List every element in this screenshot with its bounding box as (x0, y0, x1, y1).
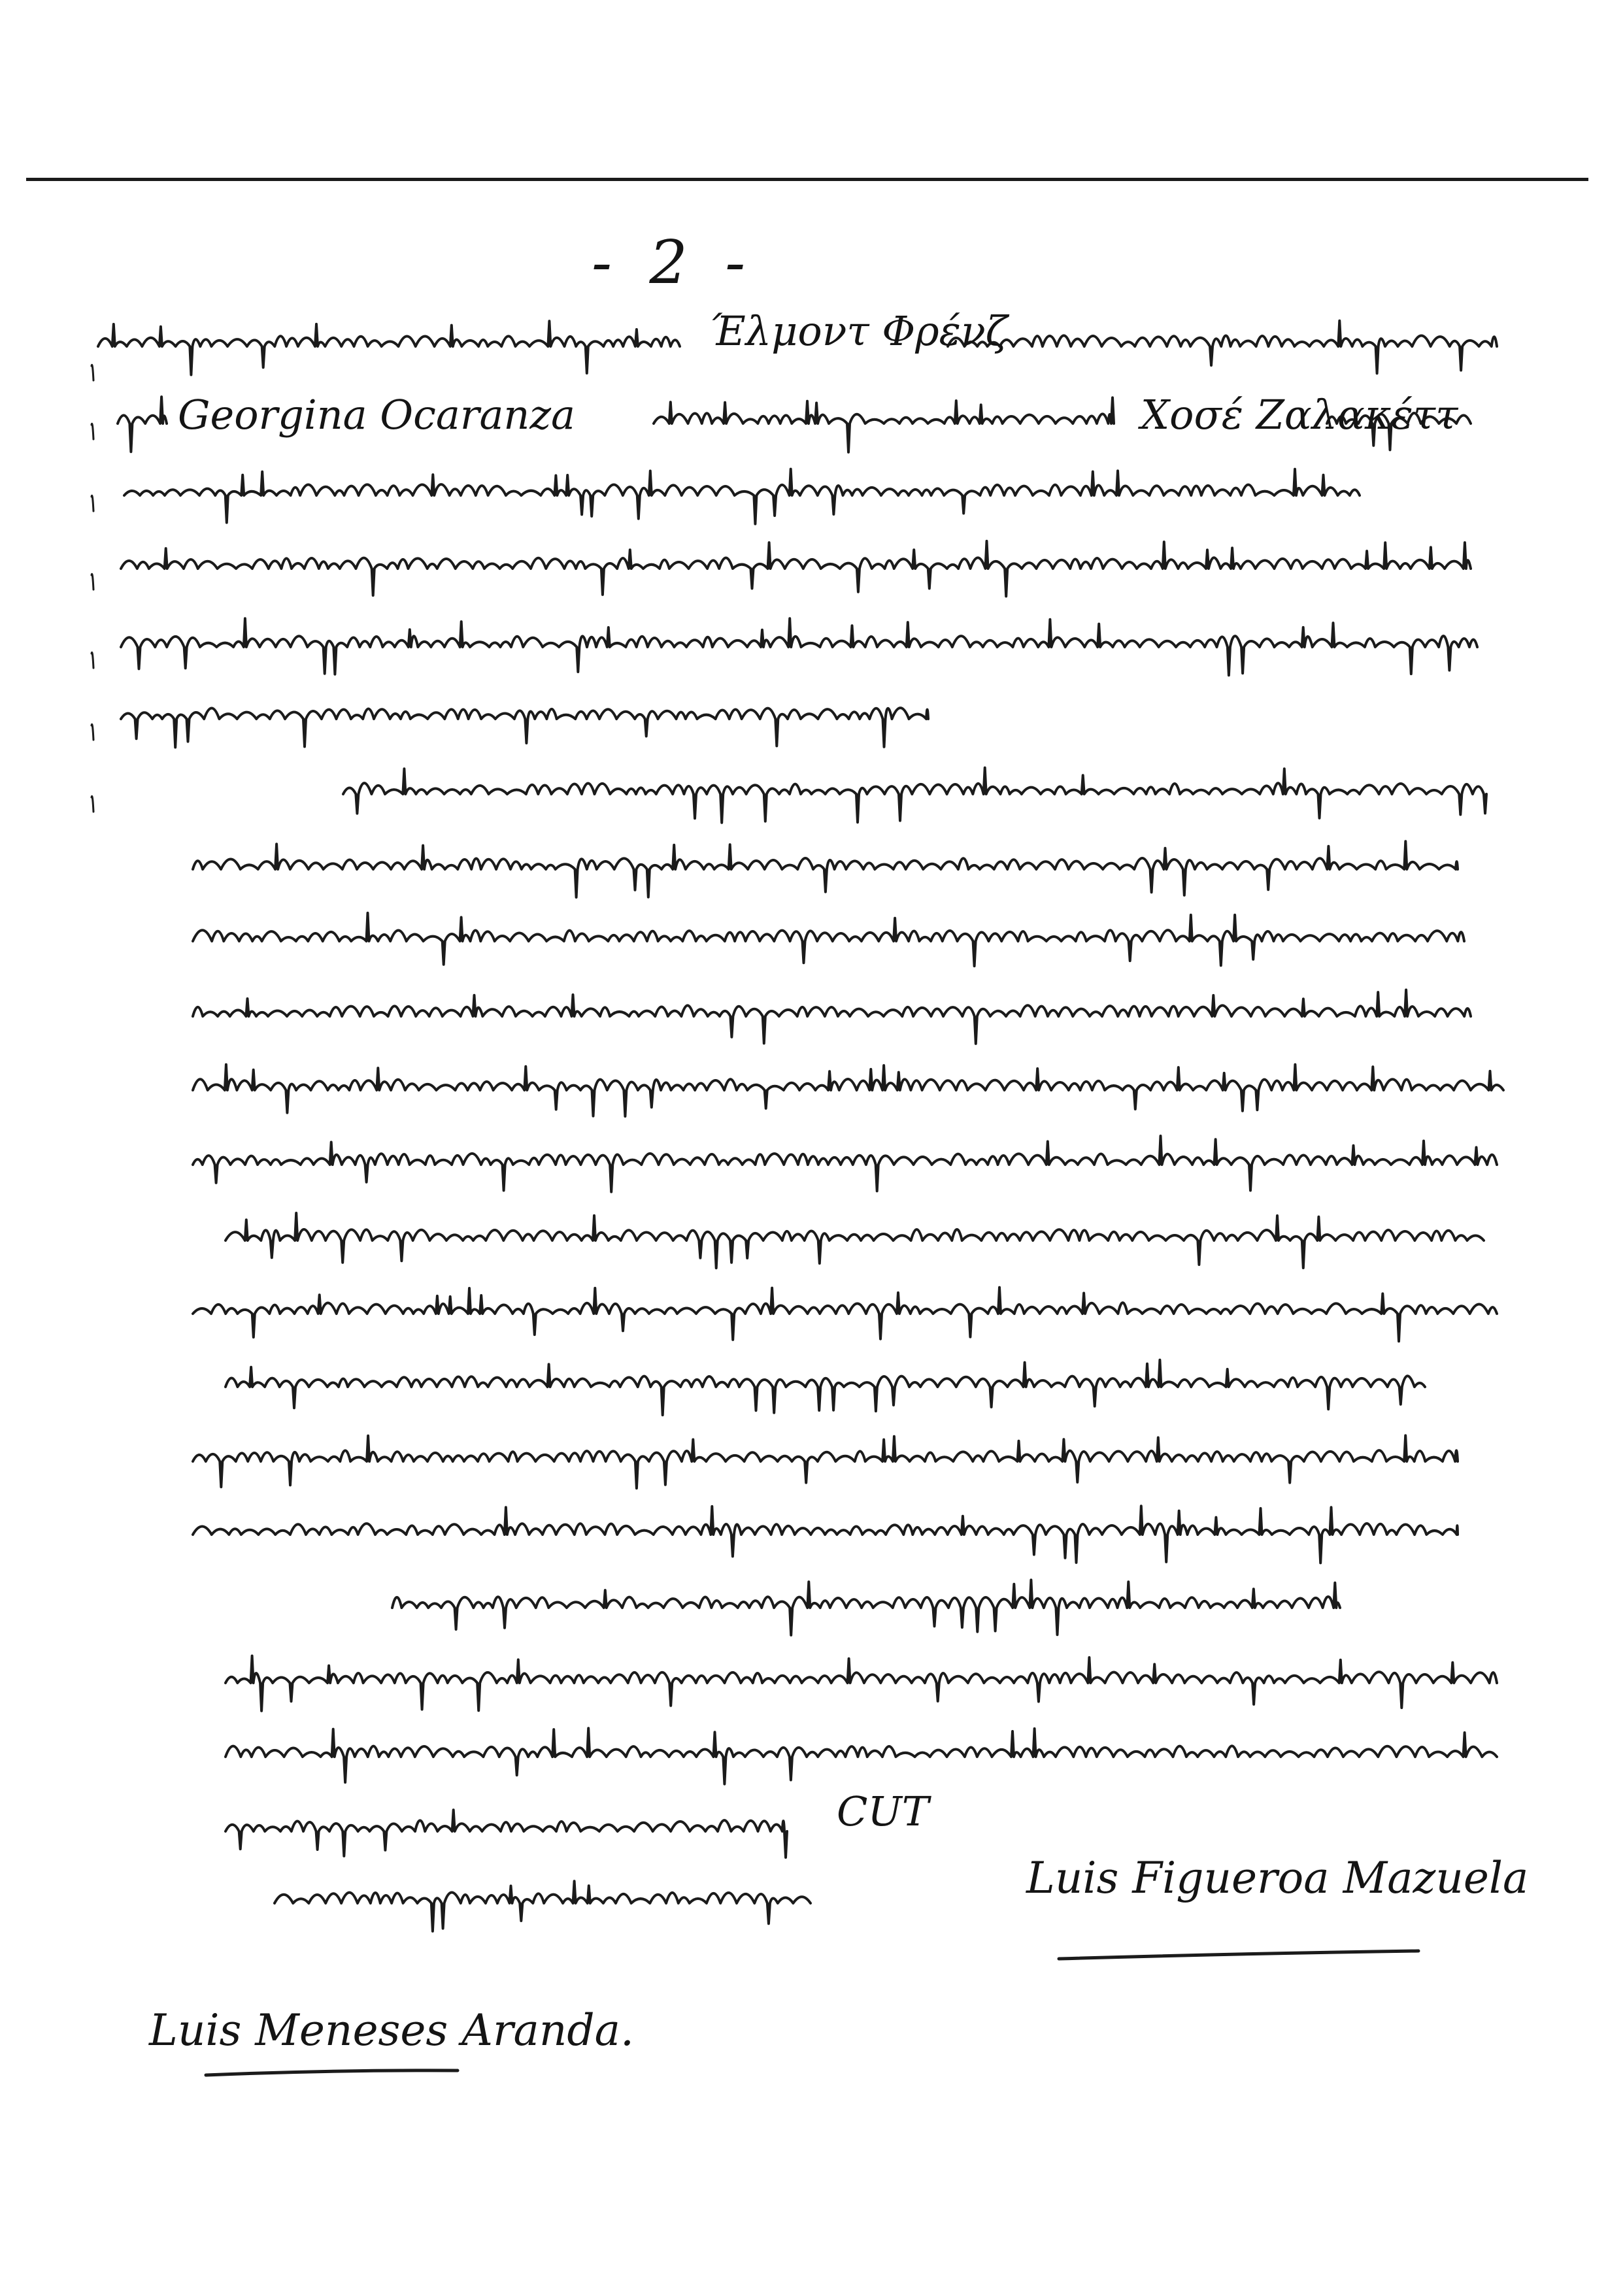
handwritten-line-11-1 (193, 1065, 1503, 1116)
handwritten-line-2-2 (654, 397, 1114, 452)
signature-figueroa-underline (1059, 1951, 1418, 1959)
page-number: - 2 - (592, 227, 755, 297)
handwritten-line-1-1 (98, 321, 680, 374)
handwritten-line-4-1 (121, 541, 1471, 597)
margin-mark-2 (92, 424, 93, 439)
text-fragment-jose: Χοσέ Ζαλακέττ (1141, 391, 1458, 439)
margin-mark-4 (92, 574, 93, 590)
handwritten-line-5-1 (121, 618, 1477, 675)
handwritten-line-10-1 (193, 990, 1471, 1044)
handwritten-line-22-1 (275, 1881, 811, 1931)
text-fragment-elmond: Έλμοντ Φρένζ (709, 307, 1008, 355)
handwritten-line-17-1 (193, 1506, 1458, 1563)
handwritten-line-14-1 (193, 1288, 1497, 1342)
handwritten-line-7-1 (343, 768, 1486, 823)
signature-meneses: Luis Meneses Aranda. (149, 2005, 634, 2055)
handwritten-line-13-1 (226, 1213, 1484, 1268)
handwritten-line-2-1 (118, 397, 167, 452)
handwritten-line-16-1 (193, 1435, 1458, 1488)
handwritten-line-9-1 (193, 913, 1464, 966)
text-fragment-cut: CUT (837, 1788, 930, 1835)
handwritten-line-18-1 (392, 1580, 1340, 1635)
handwritten-line-8-1 (193, 841, 1458, 897)
margin-mark-5 (92, 652, 93, 668)
handwritten-line-12-1 (193, 1136, 1497, 1192)
handwritten-line-21-1 (226, 1810, 787, 1857)
signature-figueroa: Luis Figueroa Mazuela (1026, 1853, 1529, 1903)
handwritten-line-1-2 (948, 321, 1497, 374)
margin-mark-6 (92, 724, 93, 740)
handwritten-line-15-1 (226, 1360, 1425, 1415)
margin-mark-3 (92, 495, 93, 511)
signature-meneses-underline (206, 2071, 458, 2075)
text-fragment-georgina: Georgina Ocaranza (178, 391, 575, 439)
margin-mark-1 (92, 365, 93, 380)
handwritten-line-20-1 (226, 1728, 1497, 1784)
margin-mark-7 (92, 796, 93, 812)
handwritten-line-19-1 (226, 1656, 1497, 1711)
handwritten-line-6-1 (121, 708, 928, 747)
handwritten-line-3-1 (124, 469, 1360, 524)
